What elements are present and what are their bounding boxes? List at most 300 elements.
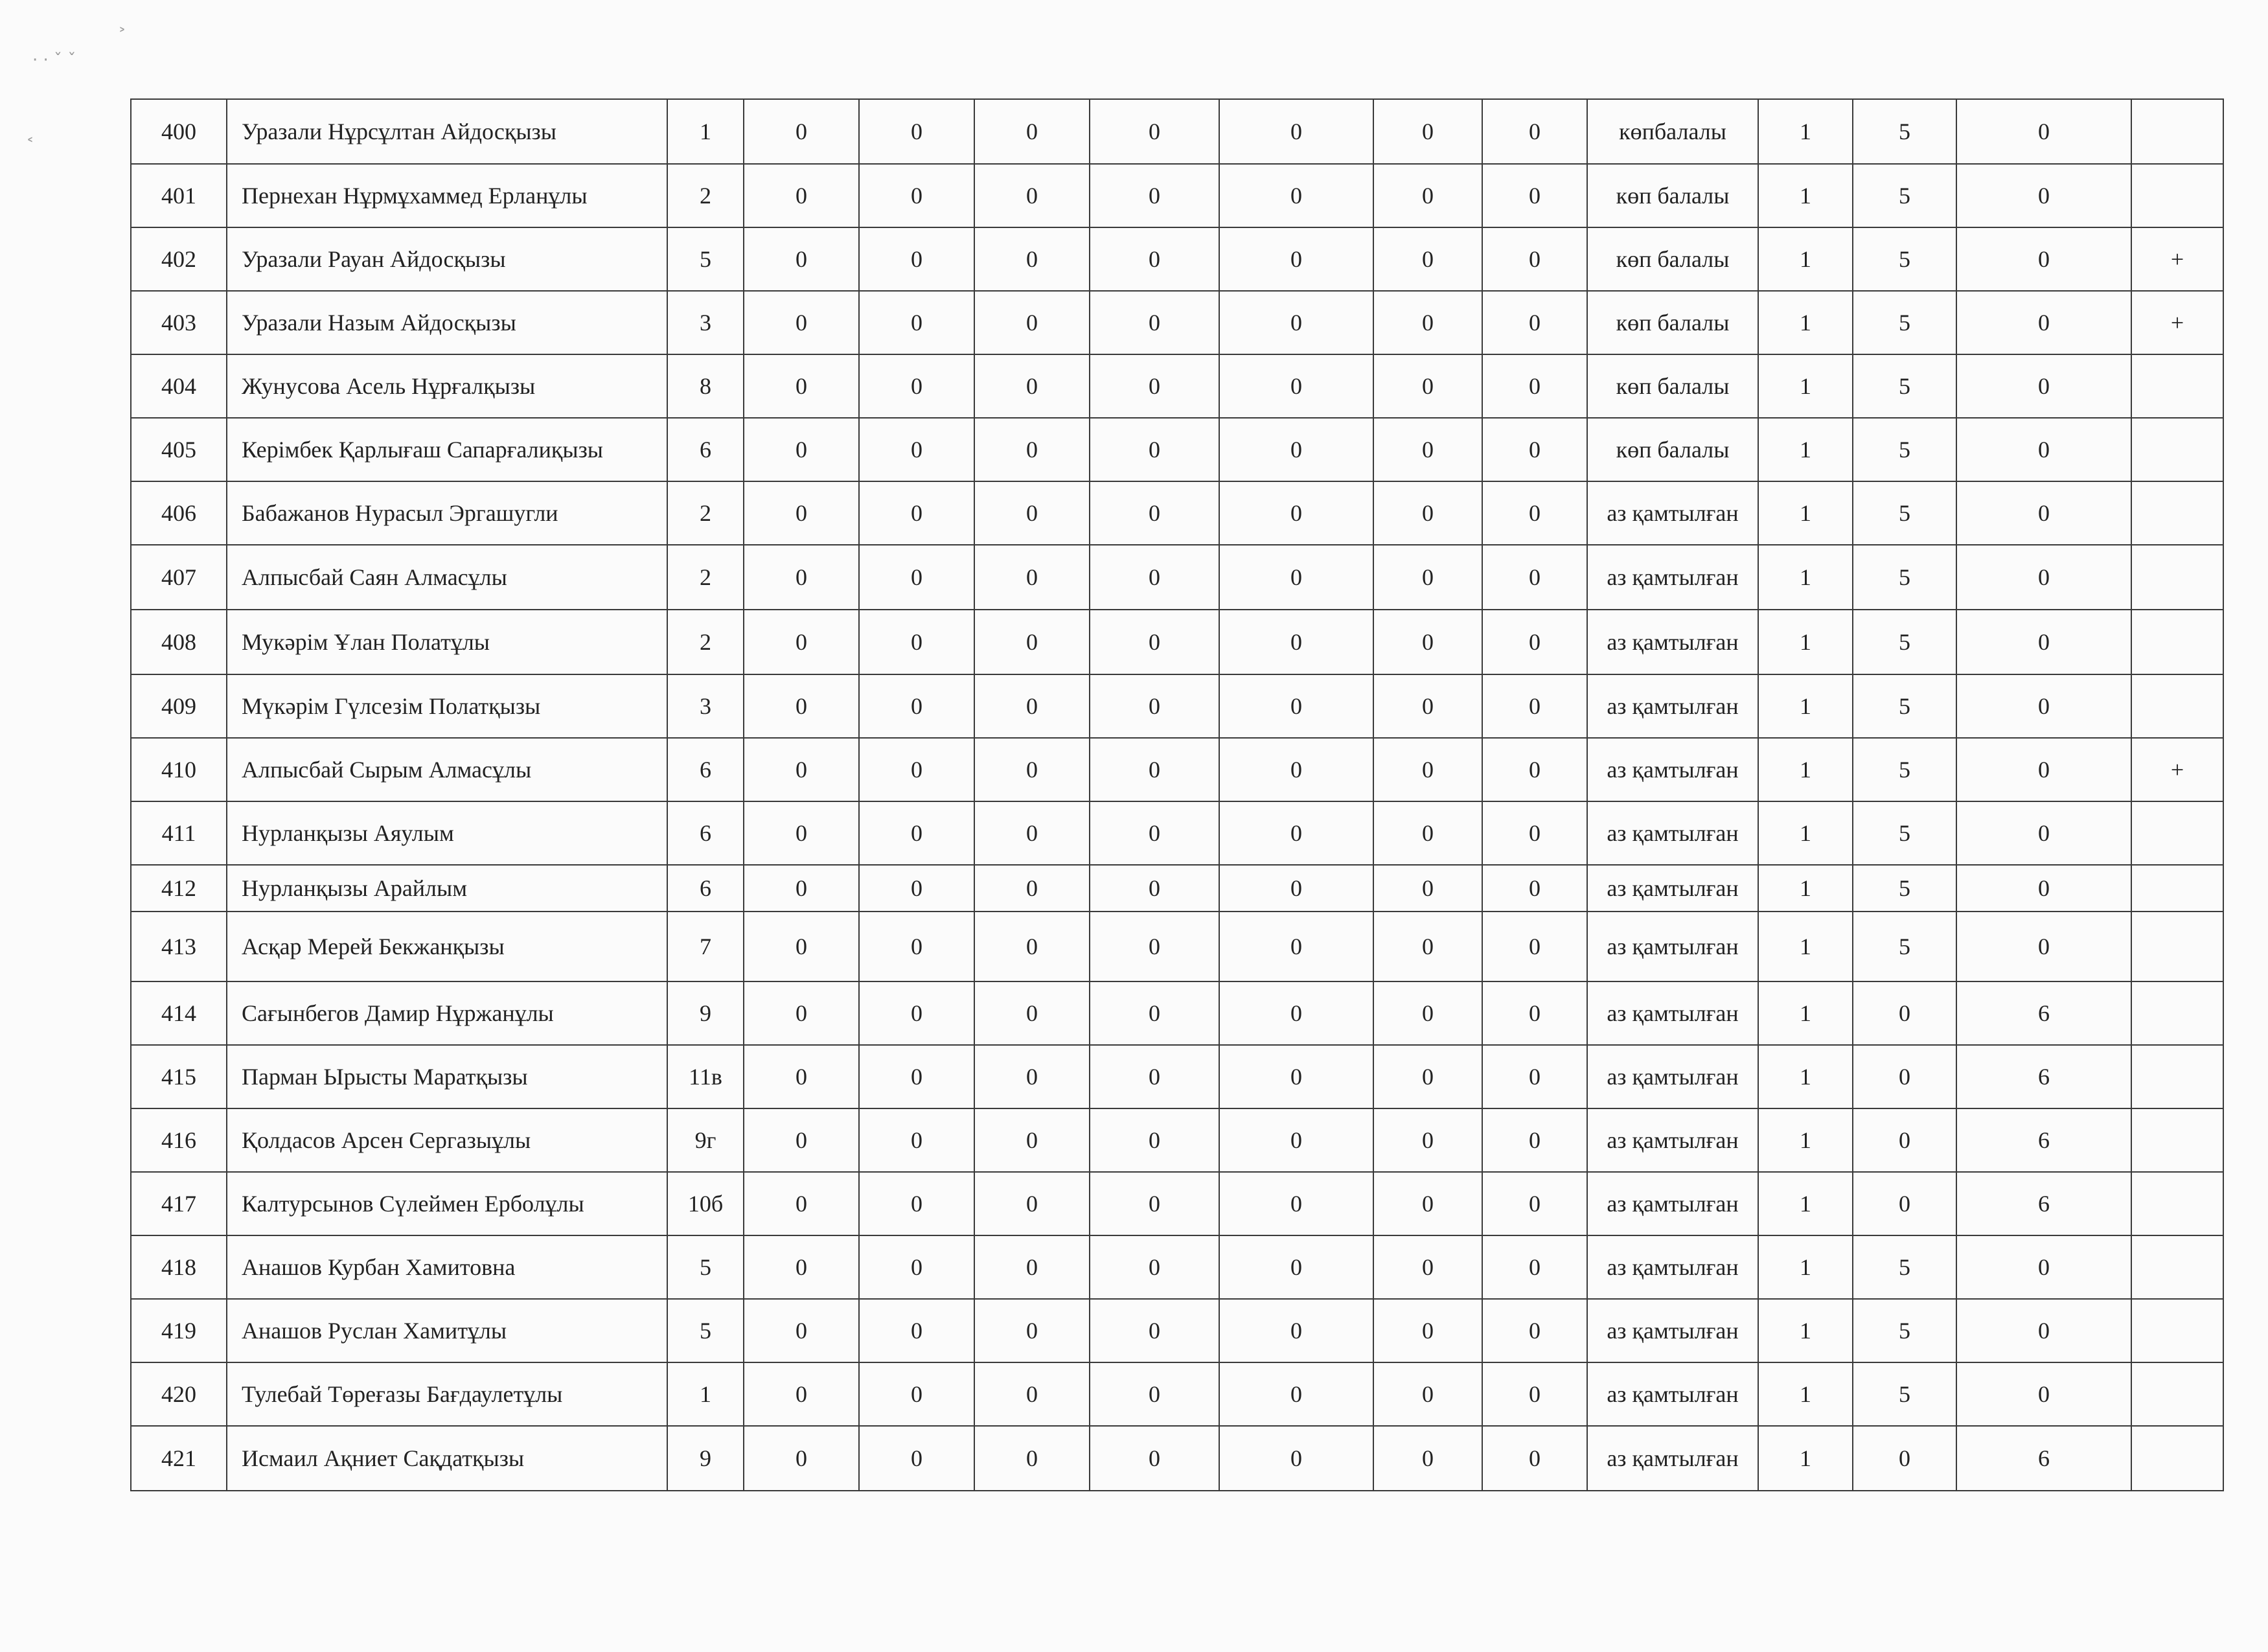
row-number: 403 <box>131 291 227 354</box>
value-col-1: 0 <box>744 912 859 981</box>
value-col-7: 0 <box>1482 1235 1587 1299</box>
value-col-1: 0 <box>744 291 859 354</box>
value-col-c: 6 <box>1956 1108 2131 1172</box>
value-col-5: 0 <box>1219 674 1373 738</box>
student-name: Уразали Нұрсұлтан Айдосқызы <box>227 99 667 164</box>
row-number: 407 <box>131 545 227 610</box>
row-number: 400 <box>131 99 227 164</box>
student-name: Мукәрім Ұлан Полатұлы <box>227 610 667 674</box>
table-row <box>131 738 2223 801</box>
row-number: 416 <box>131 1108 227 1172</box>
value-col-b: 5 <box>1853 291 1956 354</box>
value-col-3: 0 <box>974 481 1090 545</box>
value-col-1: 0 <box>744 481 859 545</box>
value-col-2: 0 <box>859 99 974 164</box>
class-grade: 7 <box>667 912 744 981</box>
table-row <box>131 1362 2223 1426</box>
row-number: 409 <box>131 674 227 738</box>
value-col-c: 0 <box>1956 738 2131 801</box>
mark-cell <box>2131 674 2223 738</box>
class-grade: 9 <box>667 1426 744 1491</box>
table-row <box>131 227 2223 291</box>
value-col-c: 0 <box>1956 1235 2131 1299</box>
class-grade: 11в <box>667 1045 744 1108</box>
value-col-6: 0 <box>1373 1426 1482 1491</box>
value-col-c: 0 <box>1956 865 2131 912</box>
student-table <box>130 98 2224 1491</box>
value-col-b: 5 <box>1853 545 1956 610</box>
table-row <box>131 1108 2223 1172</box>
scan-speck: · · ˇ ˇ <box>32 51 76 70</box>
value-col-4: 0 <box>1090 865 1219 912</box>
value-col-b: 5 <box>1853 164 1956 227</box>
class-grade: 10б <box>667 1172 744 1235</box>
value-col-4: 0 <box>1090 1235 1219 1299</box>
class-grade: 8 <box>667 354 744 418</box>
student-name: Пернехан Нұрмұхаммед Ерланұлы <box>227 164 667 227</box>
value-col-c: 0 <box>1956 1299 2131 1362</box>
value-col-b: 5 <box>1853 674 1956 738</box>
value-col-b: 5 <box>1853 227 1956 291</box>
row-number: 414 <box>131 981 227 1045</box>
value-col-4: 0 <box>1090 1299 1219 1362</box>
family-category: аз қамтылған <box>1587 545 1758 610</box>
mark-cell <box>2131 1426 2223 1491</box>
value-col-4: 0 <box>1090 1108 1219 1172</box>
table-row <box>131 418 2223 481</box>
value-col-7: 0 <box>1482 801 1587 865</box>
mark-cell <box>2131 610 2223 674</box>
mark-cell: + <box>2131 738 2223 801</box>
value-col-4: 0 <box>1090 354 1219 418</box>
class-grade: 6 <box>667 418 744 481</box>
student-name: Уразали Рауан Айдосқызы <box>227 227 667 291</box>
mark-cell <box>2131 1362 2223 1426</box>
family-category: аз қамтылған <box>1587 865 1758 912</box>
value-col-5: 0 <box>1219 1299 1373 1362</box>
value-col-4: 0 <box>1090 227 1219 291</box>
row-number: 418 <box>131 1235 227 1299</box>
value-col-c: 0 <box>1956 674 2131 738</box>
family-category: көпбалалы <box>1587 99 1758 164</box>
value-col-1: 0 <box>744 1299 859 1362</box>
value-col-5: 0 <box>1219 545 1373 610</box>
student-name: Асқар Мерей Бекжанқызы <box>227 912 667 981</box>
family-category: аз қамтылған <box>1587 1299 1758 1362</box>
row-number: 420 <box>131 1362 227 1426</box>
class-grade: 5 <box>667 1235 744 1299</box>
family-category: аз қамтылған <box>1587 1235 1758 1299</box>
value-col-c: 6 <box>1956 981 2131 1045</box>
value-col-2: 0 <box>859 674 974 738</box>
value-col-3: 0 <box>974 1235 1090 1299</box>
table-row <box>131 1235 2223 1299</box>
family-category: көп балалы <box>1587 418 1758 481</box>
value-col-a: 1 <box>1758 418 1853 481</box>
value-col-6: 0 <box>1373 1108 1482 1172</box>
family-category: аз қамтылған <box>1587 1426 1758 1491</box>
value-col-6: 0 <box>1373 738 1482 801</box>
value-col-b: 5 <box>1853 912 1956 981</box>
value-col-1: 0 <box>744 227 859 291</box>
value-col-2: 0 <box>859 418 974 481</box>
value-col-3: 0 <box>974 674 1090 738</box>
value-col-2: 0 <box>859 981 974 1045</box>
value-col-1: 0 <box>744 164 859 227</box>
value-col-b: 5 <box>1853 865 1956 912</box>
row-number: 408 <box>131 610 227 674</box>
value-col-3: 0 <box>974 545 1090 610</box>
value-col-7: 0 <box>1482 912 1587 981</box>
table-row <box>131 545 2223 610</box>
student-name: Тулебай Төреғазы Бағдаулетұлы <box>227 1362 667 1426</box>
value-col-3: 0 <box>974 1426 1090 1491</box>
value-col-6: 0 <box>1373 418 1482 481</box>
mark-cell <box>2131 481 2223 545</box>
value-col-a: 1 <box>1758 354 1853 418</box>
mark-cell: + <box>2131 227 2223 291</box>
value-col-a: 1 <box>1758 1045 1853 1108</box>
value-col-7: 0 <box>1482 1426 1587 1491</box>
value-col-3: 0 <box>974 1045 1090 1108</box>
value-col-4: 0 <box>1090 610 1219 674</box>
value-col-2: 0 <box>859 610 974 674</box>
class-grade: 6 <box>667 865 744 912</box>
class-grade: 2 <box>667 164 744 227</box>
value-col-6: 0 <box>1373 227 1482 291</box>
value-col-5: 0 <box>1219 981 1373 1045</box>
student-name: Керімбек Қарлығаш Сапарғалиқызы <box>227 418 667 481</box>
value-col-6: 0 <box>1373 801 1482 865</box>
value-col-5: 0 <box>1219 1045 1373 1108</box>
family-category: аз қамтылған <box>1587 912 1758 981</box>
value-col-3: 0 <box>974 865 1090 912</box>
value-col-b: 5 <box>1853 354 1956 418</box>
row-number: 415 <box>131 1045 227 1108</box>
value-col-3: 0 <box>974 610 1090 674</box>
value-col-3: 0 <box>974 1172 1090 1235</box>
value-col-4: 0 <box>1090 912 1219 981</box>
value-col-a: 1 <box>1758 1426 1853 1491</box>
family-category: көп балалы <box>1587 227 1758 291</box>
student-name: Алпысбай Сырым Алмасұлы <box>227 738 667 801</box>
value-col-a: 1 <box>1758 865 1853 912</box>
value-col-2: 0 <box>859 1299 974 1362</box>
value-col-1: 0 <box>744 1045 859 1108</box>
value-col-a: 1 <box>1758 1172 1853 1235</box>
value-col-2: 0 <box>859 164 974 227</box>
value-col-1: 0 <box>744 1172 859 1235</box>
value-col-4: 0 <box>1090 545 1219 610</box>
family-category: аз қамтылған <box>1587 1172 1758 1235</box>
table-row <box>131 912 2223 981</box>
mark-cell <box>2131 1172 2223 1235</box>
scan-speck: ˃ <box>118 26 126 45</box>
class-grade: 3 <box>667 291 744 354</box>
value-col-7: 0 <box>1482 1045 1587 1108</box>
table-row <box>131 674 2223 738</box>
value-col-3: 0 <box>974 981 1090 1045</box>
value-col-b: 5 <box>1853 801 1956 865</box>
value-col-c: 0 <box>1956 801 2131 865</box>
value-col-2: 0 <box>859 1426 974 1491</box>
value-col-5: 0 <box>1219 865 1373 912</box>
value-col-5: 0 <box>1219 1362 1373 1426</box>
value-col-6: 0 <box>1373 354 1482 418</box>
value-col-2: 0 <box>859 865 974 912</box>
value-col-c: 0 <box>1956 481 2131 545</box>
value-col-2: 0 <box>859 912 974 981</box>
value-col-a: 1 <box>1758 545 1853 610</box>
value-col-3: 0 <box>974 291 1090 354</box>
value-col-5: 0 <box>1219 99 1373 164</box>
value-col-1: 0 <box>744 354 859 418</box>
value-col-a: 1 <box>1758 674 1853 738</box>
value-col-a: 1 <box>1758 164 1853 227</box>
table-row <box>131 865 2223 912</box>
table-row <box>131 354 2223 418</box>
value-col-7: 0 <box>1482 981 1587 1045</box>
value-col-2: 0 <box>859 801 974 865</box>
value-col-b: 5 <box>1853 610 1956 674</box>
value-col-3: 0 <box>974 164 1090 227</box>
value-col-1: 0 <box>744 1108 859 1172</box>
mark-cell: + <box>2131 291 2223 354</box>
value-col-1: 0 <box>744 99 859 164</box>
value-col-a: 1 <box>1758 1299 1853 1362</box>
value-col-4: 0 <box>1090 1045 1219 1108</box>
value-col-4: 0 <box>1090 1362 1219 1426</box>
student-name: Қолдасов Арсен Сергазыұлы <box>227 1108 667 1172</box>
student-name: Жунусова Асель Нұрғалқызы <box>227 354 667 418</box>
mark-cell <box>2131 912 2223 981</box>
value-col-6: 0 <box>1373 99 1482 164</box>
class-grade: 6 <box>667 738 744 801</box>
value-col-b: 0 <box>1853 1426 1956 1491</box>
student-name: Сағынбегов Дамир Нұржанұлы <box>227 981 667 1045</box>
value-col-2: 0 <box>859 354 974 418</box>
value-col-3: 0 <box>974 1362 1090 1426</box>
value-col-5: 0 <box>1219 227 1373 291</box>
row-number: 410 <box>131 738 227 801</box>
family-category: аз қамтылған <box>1587 481 1758 545</box>
value-col-7: 0 <box>1482 545 1587 610</box>
value-col-c: 0 <box>1956 99 2131 164</box>
mark-cell <box>2131 545 2223 610</box>
student-name: Алпысбай Саян Алмасұлы <box>227 545 667 610</box>
family-category: аз қамтылған <box>1587 674 1758 738</box>
family-category: аз қамтылған <box>1587 738 1758 801</box>
value-col-a: 1 <box>1758 1108 1853 1172</box>
row-number: 419 <box>131 1299 227 1362</box>
value-col-a: 1 <box>1758 981 1853 1045</box>
value-col-a: 1 <box>1758 1362 1853 1426</box>
mark-cell <box>2131 981 2223 1045</box>
value-col-6: 0 <box>1373 1172 1482 1235</box>
value-col-1: 0 <box>744 418 859 481</box>
value-col-4: 0 <box>1090 418 1219 481</box>
student-name: Калтурсынов Сүлеймен Ерболұлы <box>227 1172 667 1235</box>
value-col-b: 5 <box>1853 1362 1956 1426</box>
value-col-6: 0 <box>1373 1235 1482 1299</box>
value-col-b: 5 <box>1853 1299 1956 1362</box>
table-row <box>131 99 2223 164</box>
value-col-6: 0 <box>1373 610 1482 674</box>
value-col-c: 0 <box>1956 912 2131 981</box>
value-col-5: 0 <box>1219 1235 1373 1299</box>
class-grade: 3 <box>667 674 744 738</box>
value-col-3: 0 <box>974 1299 1090 1362</box>
value-col-b: 5 <box>1853 99 1956 164</box>
value-col-c: 6 <box>1956 1426 2131 1491</box>
value-col-4: 0 <box>1090 801 1219 865</box>
value-col-7: 0 <box>1482 1362 1587 1426</box>
value-col-4: 0 <box>1090 164 1219 227</box>
value-col-2: 0 <box>859 291 974 354</box>
value-col-3: 0 <box>974 418 1090 481</box>
value-col-5: 0 <box>1219 291 1373 354</box>
value-col-3: 0 <box>974 1108 1090 1172</box>
student-name: Анашов Курбан Хамитовна <box>227 1235 667 1299</box>
mark-cell <box>2131 164 2223 227</box>
value-col-7: 0 <box>1482 291 1587 354</box>
value-col-7: 0 <box>1482 354 1587 418</box>
value-col-3: 0 <box>974 738 1090 801</box>
value-col-7: 0 <box>1482 99 1587 164</box>
row-number: 401 <box>131 164 227 227</box>
class-grade: 9 <box>667 981 744 1045</box>
value-col-b: 5 <box>1853 1235 1956 1299</box>
value-col-1: 0 <box>744 545 859 610</box>
family-category: аз қамтылған <box>1587 1045 1758 1108</box>
family-category: көп балалы <box>1587 164 1758 227</box>
value-col-c: 0 <box>1956 610 2131 674</box>
row-number: 404 <box>131 354 227 418</box>
class-grade: 5 <box>667 1299 744 1362</box>
class-grade: 5 <box>667 227 744 291</box>
family-category: көп балалы <box>1587 291 1758 354</box>
value-col-6: 0 <box>1373 1045 1482 1108</box>
value-col-4: 0 <box>1090 481 1219 545</box>
value-col-b: 5 <box>1853 418 1956 481</box>
row-number: 417 <box>131 1172 227 1235</box>
value-col-c: 0 <box>1956 164 2131 227</box>
student-name: Бабажанов Нурасыл Эргашугли <box>227 481 667 545</box>
table-row <box>131 291 2223 354</box>
value-col-4: 0 <box>1090 1172 1219 1235</box>
value-col-2: 0 <box>859 1045 974 1108</box>
value-col-3: 0 <box>974 99 1090 164</box>
student-name: Исмаил Ақниет Сақдатқызы <box>227 1426 667 1491</box>
value-col-4: 0 <box>1090 738 1219 801</box>
value-col-6: 0 <box>1373 1362 1482 1426</box>
value-col-6: 0 <box>1373 481 1482 545</box>
value-col-b: 0 <box>1853 1172 1956 1235</box>
class-grade: 6 <box>667 801 744 865</box>
mark-cell <box>2131 418 2223 481</box>
value-col-3: 0 <box>974 912 1090 981</box>
mark-cell <box>2131 801 2223 865</box>
class-grade: 1 <box>667 1362 744 1426</box>
student-name: Уразали Назым Айдосқызы <box>227 291 667 354</box>
value-col-b: 0 <box>1853 981 1956 1045</box>
mark-cell <box>2131 354 2223 418</box>
value-col-c: 0 <box>1956 291 2131 354</box>
value-col-a: 1 <box>1758 912 1853 981</box>
value-col-7: 0 <box>1482 1172 1587 1235</box>
table-row <box>131 1299 2223 1362</box>
class-grade: 2 <box>667 610 744 674</box>
row-number: 402 <box>131 227 227 291</box>
value-col-c: 6 <box>1956 1172 2131 1235</box>
value-col-b: 5 <box>1853 481 1956 545</box>
value-col-5: 0 <box>1219 1426 1373 1491</box>
row-number: 412 <box>131 865 227 912</box>
value-col-c: 0 <box>1956 545 2131 610</box>
value-col-5: 0 <box>1219 481 1373 545</box>
value-col-1: 0 <box>744 610 859 674</box>
table-row <box>131 1426 2223 1491</box>
value-col-c: 0 <box>1956 227 2131 291</box>
value-col-5: 0 <box>1219 738 1373 801</box>
row-number: 406 <box>131 481 227 545</box>
value-col-1: 0 <box>744 1235 859 1299</box>
value-col-4: 0 <box>1090 1426 1219 1491</box>
value-col-1: 0 <box>744 981 859 1045</box>
value-col-a: 1 <box>1758 227 1853 291</box>
row-number: 421 <box>131 1426 227 1491</box>
scan-speck: ˂ <box>26 136 34 155</box>
value-col-1: 0 <box>744 1362 859 1426</box>
value-col-7: 0 <box>1482 610 1587 674</box>
value-col-c: 0 <box>1956 354 2131 418</box>
value-col-4: 0 <box>1090 981 1219 1045</box>
value-col-1: 0 <box>744 1426 859 1491</box>
value-col-a: 1 <box>1758 291 1853 354</box>
value-col-a: 1 <box>1758 801 1853 865</box>
student-name: Нурланқызы Арайлым <box>227 865 667 912</box>
student-name: Нурланқызы Аяулым <box>227 801 667 865</box>
mark-cell <box>2131 1045 2223 1108</box>
value-col-b: 0 <box>1853 1045 1956 1108</box>
family-category: аз қамтылған <box>1587 1108 1758 1172</box>
value-col-7: 0 <box>1482 164 1587 227</box>
value-col-6: 0 <box>1373 164 1482 227</box>
value-col-4: 0 <box>1090 99 1219 164</box>
value-col-3: 0 <box>974 354 1090 418</box>
table-row <box>131 801 2223 865</box>
row-number: 411 <box>131 801 227 865</box>
value-col-1: 0 <box>744 738 859 801</box>
student-name: Мүкәрім Гүлсезім Полатқызы <box>227 674 667 738</box>
value-col-7: 0 <box>1482 1108 1587 1172</box>
class-grade: 2 <box>667 481 744 545</box>
value-col-5: 0 <box>1219 1108 1373 1172</box>
class-grade: 2 <box>667 545 744 610</box>
value-col-5: 0 <box>1219 610 1373 674</box>
value-col-2: 0 <box>859 545 974 610</box>
value-col-5: 0 <box>1219 912 1373 981</box>
value-col-3: 0 <box>974 227 1090 291</box>
value-col-4: 0 <box>1090 674 1219 738</box>
table-row <box>131 1172 2223 1235</box>
value-col-6: 0 <box>1373 291 1482 354</box>
value-col-c: 0 <box>1956 1362 2131 1426</box>
value-col-a: 1 <box>1758 481 1853 545</box>
value-col-5: 0 <box>1219 418 1373 481</box>
student-name: Парман Ырысты Маратқызы <box>227 1045 667 1108</box>
value-col-6: 0 <box>1373 912 1482 981</box>
